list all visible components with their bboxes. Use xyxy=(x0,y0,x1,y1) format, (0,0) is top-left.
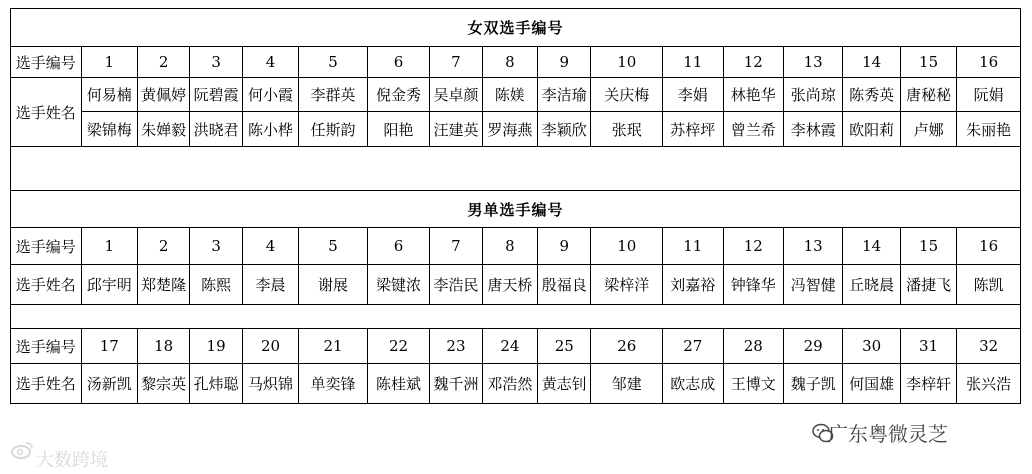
player-name-cell: 苏梓坪 xyxy=(663,112,723,147)
player-name-cell: 欧志成 xyxy=(663,364,723,404)
player-number-cell: 15 xyxy=(900,228,956,265)
player-number-cell: 6 xyxy=(367,47,429,78)
player-name-cell: 阮娟 xyxy=(957,78,1021,112)
player-name-cell: 马炽锦 xyxy=(242,364,298,404)
player-name-cell: 何小霞 xyxy=(242,78,298,112)
player-number-cell: 24 xyxy=(482,329,537,364)
player-name-cell: 梁梓洋 xyxy=(591,265,663,305)
player-number-cell: 13 xyxy=(783,47,842,78)
player-number-cell: 17 xyxy=(81,329,137,364)
player-number-cell: 4 xyxy=(242,47,298,78)
section-spacer xyxy=(11,305,1021,329)
player-name-cell: 潘捷飞 xyxy=(900,265,956,305)
player-number-cell: 12 xyxy=(723,47,783,78)
player-name-cell: 殷福良 xyxy=(538,265,591,305)
player-name-cell: 曾兰希 xyxy=(723,112,783,147)
player-name-cell: 王博文 xyxy=(723,364,783,404)
watermark-left: 大数跨境 xyxy=(36,450,108,471)
player-name-cell: 钟锋华 xyxy=(723,265,783,305)
player-name-cell: 何国雄 xyxy=(843,364,900,404)
player-number-cell: 21 xyxy=(299,329,368,364)
player-name-cell: 汪建英 xyxy=(430,112,482,147)
player-name-cell: 张尚琼 xyxy=(783,78,842,112)
player-number-cell: 20 xyxy=(242,329,298,364)
player-name-cell: 邱宇明 xyxy=(81,265,137,305)
player-name-cell: 孔炜聪 xyxy=(190,364,242,404)
singles-name-header-b: 选手姓名 xyxy=(11,364,82,404)
player-name-cell: 李浩民 xyxy=(430,265,482,305)
player-name-cell: 李颖欣 xyxy=(538,112,591,147)
player-name-cell: 李晨 xyxy=(242,265,298,305)
player-name-cell: 欧阳莉 xyxy=(843,112,900,147)
player-number-cell: 2 xyxy=(137,47,189,78)
player-number-cell: 6 xyxy=(367,228,429,265)
singles-title: 男单选手编号 xyxy=(11,191,1021,228)
player-number-cell: 32 xyxy=(957,329,1021,364)
player-name-cell: 何易楠 xyxy=(81,78,137,112)
player-name-cell: 梁键浓 xyxy=(367,265,429,305)
player-name-cell: 冯智健 xyxy=(783,265,842,305)
player-name-cell: 陈凯 xyxy=(957,265,1021,305)
player-name-cell: 李林霞 xyxy=(783,112,842,147)
singles-name-header-a: 选手姓名 xyxy=(11,265,82,305)
player-name-cell: 邹建 xyxy=(591,364,663,404)
section-spacer xyxy=(11,147,1021,191)
player-name-cell: 黎宗英 xyxy=(137,364,189,404)
player-number-cell: 29 xyxy=(783,329,842,364)
player-name-cell: 林艳华 xyxy=(723,78,783,112)
player-name-cell: 丘晓晨 xyxy=(843,265,900,305)
player-name-cell: 倪金秀 xyxy=(367,78,429,112)
player-name-cell: 陈小桦 xyxy=(242,112,298,147)
player-number-sheet xyxy=(10,8,1021,404)
player-name-cell: 李娟 xyxy=(663,78,723,112)
player-number-cell: 14 xyxy=(843,47,900,78)
player-number-cell: 2 xyxy=(137,228,189,265)
player-number-cell: 11 xyxy=(663,47,723,78)
player-name-cell: 张兴浩 xyxy=(957,364,1021,404)
player-name-cell: 魏千洲 xyxy=(430,364,482,404)
player-name-cell: 陈熙 xyxy=(190,265,242,305)
player-number-cell: 15 xyxy=(900,47,956,78)
player-name-cell: 卢娜 xyxy=(900,112,956,147)
player-number-cell: 23 xyxy=(430,329,482,364)
player-name-cell: 魏子凯 xyxy=(783,364,842,404)
player-name-cell: 关庆梅 xyxy=(591,78,663,112)
player-number-cell: 16 xyxy=(957,47,1021,78)
player-name-cell: 郑楚隆 xyxy=(137,265,189,305)
player-number-cell: 9 xyxy=(538,47,591,78)
player-name-cell: 吴卓颜 xyxy=(430,78,482,112)
player-name-cell: 阳艳 xyxy=(367,112,429,147)
player-number-cell: 3 xyxy=(190,228,242,265)
player-number-cell: 5 xyxy=(299,47,368,78)
player-name-cell: 刘嘉裕 xyxy=(663,265,723,305)
player-name-cell: 梁锦梅 xyxy=(81,112,137,147)
singles-number-header-b: 选手编号 xyxy=(11,329,82,364)
player-number-cell: 12 xyxy=(723,228,783,265)
player-number-cell: 31 xyxy=(900,329,956,364)
player-number-cell: 28 xyxy=(723,329,783,364)
player-number-cell: 4 xyxy=(242,228,298,265)
player-name-cell: 汤新凯 xyxy=(81,364,137,404)
player-number-cell: 9 xyxy=(538,228,591,265)
player-name-cell: 黄志钊 xyxy=(538,364,591,404)
player-number-cell: 5 xyxy=(299,228,368,265)
doubles-title: 女双选手编号 xyxy=(11,9,1021,47)
player-number-cell: 13 xyxy=(783,228,842,265)
player-name-cell: 阮碧霞 xyxy=(190,78,242,112)
player-name-cell: 谢展 xyxy=(299,265,368,305)
player-number-cell: 1 xyxy=(81,47,137,78)
player-name-cell: 单奕锋 xyxy=(299,364,368,404)
player-name-cell: 任斯韵 xyxy=(299,112,368,147)
watermark-right: 广东粤微灵芝 xyxy=(828,422,948,446)
player-number-cell: 11 xyxy=(663,228,723,265)
player-number-cell: 14 xyxy=(843,228,900,265)
player-number-cell: 1 xyxy=(81,228,137,265)
player-number-cell: 8 xyxy=(482,47,537,78)
player-name-cell: 李群英 xyxy=(299,78,368,112)
player-name-cell: 张珉 xyxy=(591,112,663,147)
player-name-cell: 邓浩然 xyxy=(482,364,537,404)
player-name-cell: 陈媄 xyxy=(482,78,537,112)
doubles-number-header: 选手编号 xyxy=(11,47,82,78)
player-name-cell: 李梓轩 xyxy=(900,364,956,404)
player-name-cell: 陈秀英 xyxy=(843,78,900,112)
player-name-cell: 朱婵毅 xyxy=(137,112,189,147)
player-number-cell: 30 xyxy=(843,329,900,364)
player-name-cell: 陈桂斌 xyxy=(367,364,429,404)
player-number-cell: 25 xyxy=(538,329,591,364)
player-number-cell: 3 xyxy=(190,47,242,78)
doubles-name-header: 选手姓名 xyxy=(11,78,82,147)
player-name-cell: 朱丽艳 xyxy=(957,112,1021,147)
singles-number-header-a: 选手编号 xyxy=(11,228,82,265)
player-name-cell: 黄佩婷 xyxy=(137,78,189,112)
player-number-cell: 7 xyxy=(430,47,482,78)
player-number-cell: 10 xyxy=(591,47,663,78)
player-number-cell: 26 xyxy=(591,329,663,364)
player-name-cell: 李洁瑜 xyxy=(538,78,591,112)
player-name-cell: 洪晓君 xyxy=(190,112,242,147)
player-number-cell: 7 xyxy=(430,228,482,265)
player-number-cell: 18 xyxy=(137,329,189,364)
player-name-cell: 唐秘秘 xyxy=(900,78,956,112)
player-number-cell: 16 xyxy=(957,228,1021,265)
player-number-cell: 27 xyxy=(663,329,723,364)
player-number-cell: 10 xyxy=(591,228,663,265)
player-number-cell: 8 xyxy=(482,228,537,265)
player-name-cell: 唐天桥 xyxy=(482,265,537,305)
player-name-cell: 罗海燕 xyxy=(482,112,537,147)
weibo-logo-icon xyxy=(10,441,34,459)
player-number-cell: 22 xyxy=(367,329,429,364)
player-number-cell: 19 xyxy=(190,329,242,364)
